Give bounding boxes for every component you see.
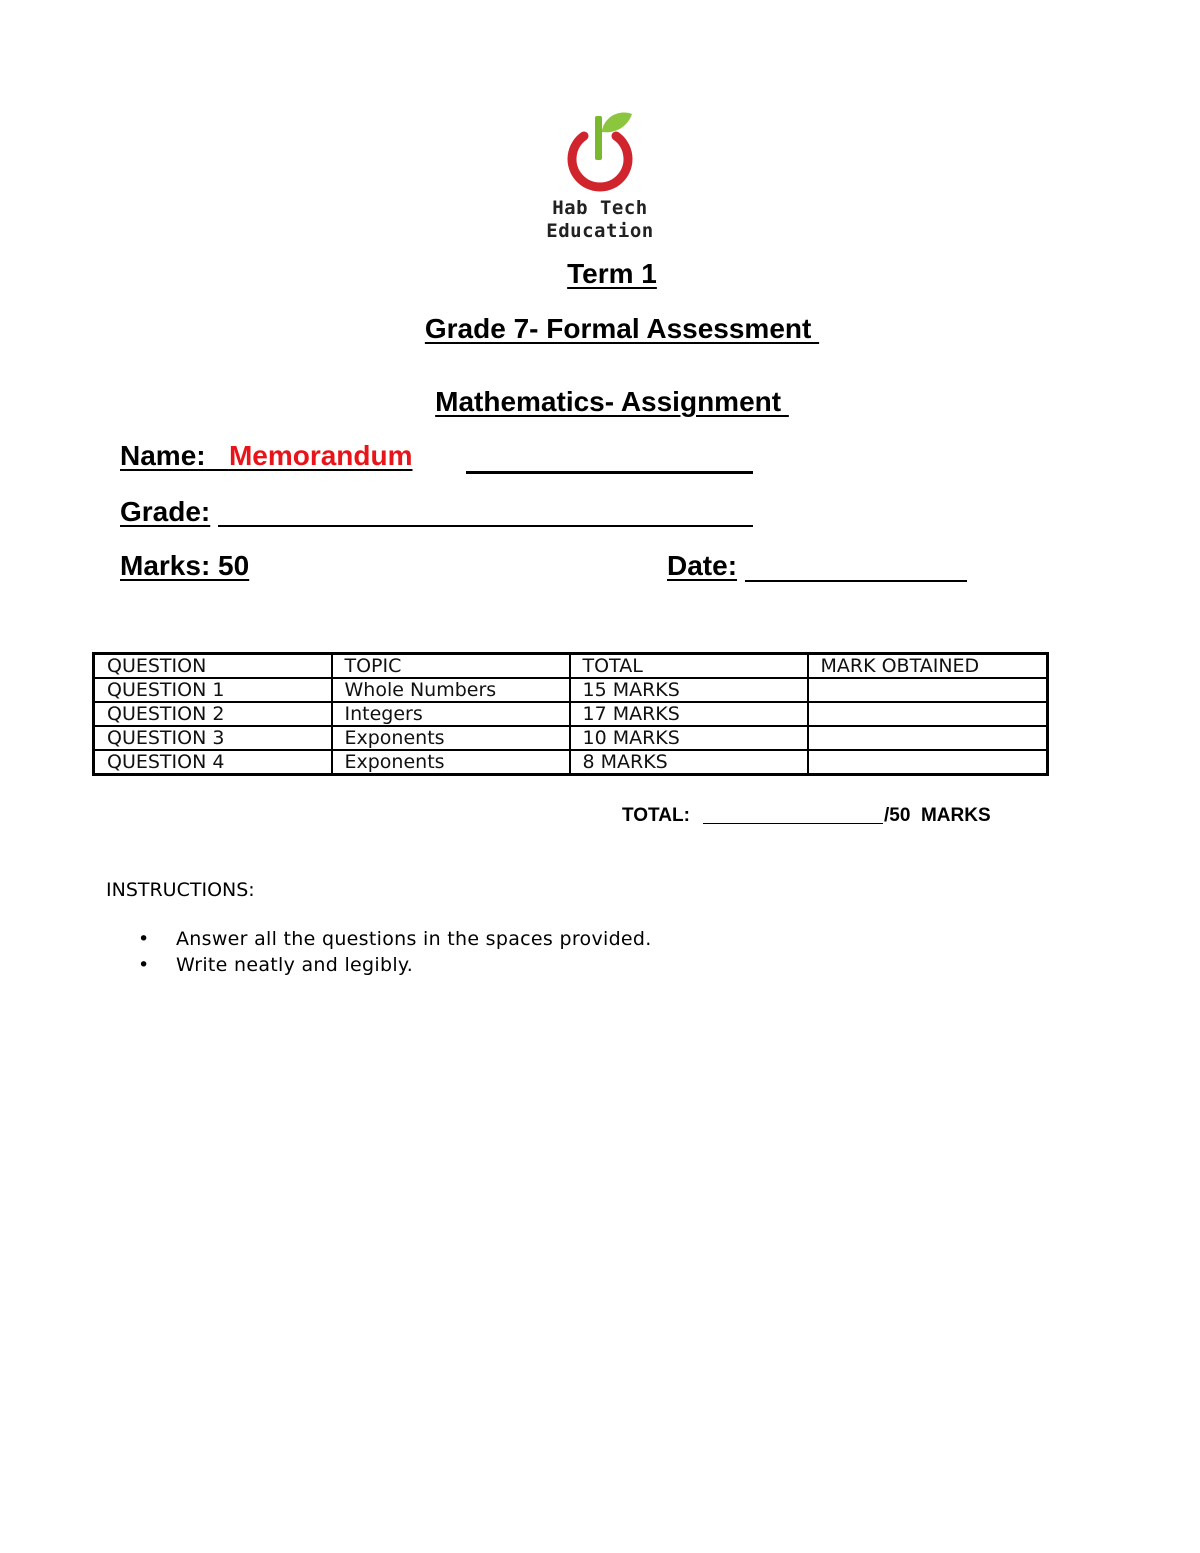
name-label: Name: (120, 440, 229, 471)
table-row (94, 678, 1048, 702)
header-total: TOTAL (570, 654, 808, 679)
table-cell: QUESTION 1 (94, 678, 332, 702)
table-cell: QUESTION 2 (94, 702, 332, 726)
table-cell: 8 MARKS (570, 750, 808, 775)
instruction-text: Write neatly and legibly. (176, 954, 414, 976)
total-underline (703, 823, 883, 824)
marks-label: Marks: 50 (120, 550, 250, 581)
grade-label: Grade: (120, 496, 211, 527)
bullet-icon: • (138, 928, 150, 950)
table-row (94, 750, 1048, 775)
header-mark-obtained: MARK OBTAINED (808, 654, 1048, 679)
table-cell: Integers (332, 702, 570, 726)
logo (540, 108, 660, 248)
table-cell: QUESTION 4 (94, 750, 332, 775)
list-item (138, 952, 652, 978)
instruction-text: Answer all the questions in the spaces provided. (176, 928, 652, 950)
table-cell-mark[interactable] (808, 750, 1048, 775)
list-item (138, 926, 652, 952)
table-cell: 15 MARKS (570, 678, 808, 702)
table-cell: 17 MARKS (570, 702, 808, 726)
term-heading: Term 1 (567, 258, 657, 289)
name-underline (466, 471, 753, 474)
header-topic: TOPIC (332, 654, 570, 679)
table-cell: QUESTION 3 (94, 726, 332, 750)
assessment-heading: Grade 7- Formal Assessment (424, 313, 820, 344)
table-cell: 10 MARKS (570, 726, 808, 750)
total-suffix: /50 MARKS (884, 805, 991, 826)
table-row (94, 702, 1048, 726)
date-underline (745, 580, 967, 582)
bullet-icon: • (138, 954, 150, 976)
name-value: Memorandum (228, 440, 413, 471)
logo-text-line2: Education (546, 220, 654, 242)
header-question: QUESTION (94, 654, 332, 679)
table-header-row (94, 654, 1048, 679)
date-label: Date: (667, 550, 738, 581)
name-field (120, 440, 413, 472)
question-summary-table (92, 652, 1049, 776)
table-row (94, 726, 1048, 750)
logo-text-line1: Hab Tech (552, 197, 648, 219)
instructions-list (138, 926, 652, 978)
apple-power-icon (540, 108, 660, 198)
subject-heading: Mathematics- Assignment (435, 386, 789, 417)
table-cell: Exponents (332, 750, 570, 775)
table-cell-mark[interactable] (808, 726, 1048, 750)
table-cell: Whole Numbers (332, 678, 570, 702)
table-cell-mark[interactable] (808, 678, 1048, 702)
table-cell-mark[interactable] (808, 702, 1048, 726)
grade-underline (218, 525, 753, 527)
total-label: TOTAL: (622, 805, 696, 826)
instructions-title: INSTRUCTIONS: (106, 879, 255, 901)
table-cell: Exponents (332, 726, 570, 750)
